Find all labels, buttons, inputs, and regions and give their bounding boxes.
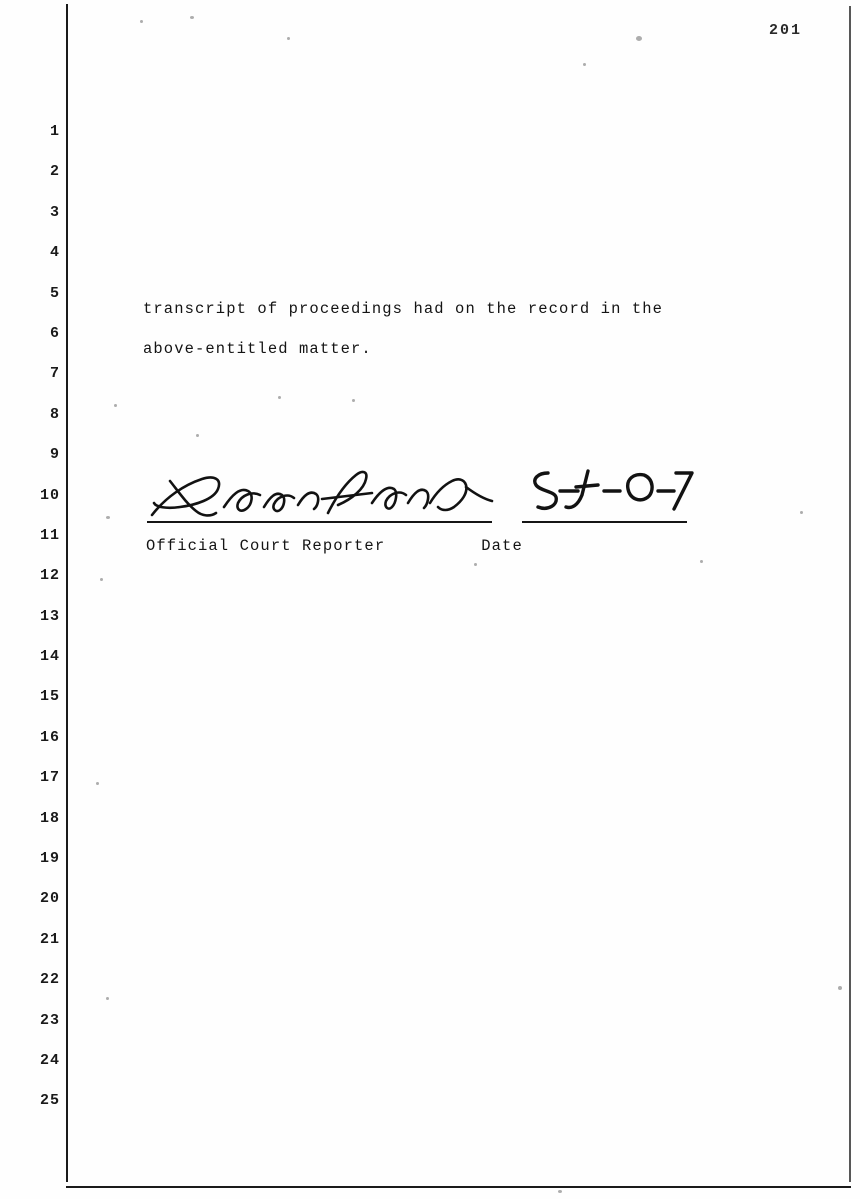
date-rule <box>522 521 687 523</box>
line-number: 3 <box>49 203 60 221</box>
scan-speck <box>583 63 586 66</box>
line-number: 9 <box>49 446 60 464</box>
scan-speck <box>636 36 642 41</box>
line-number: 19 <box>39 850 60 868</box>
line-number: 2 <box>49 163 60 181</box>
reporter-signature-icon <box>140 457 500 523</box>
line-number: 23 <box>39 1011 60 1029</box>
scan-speck <box>558 1190 562 1193</box>
line-number: 1 <box>49 123 60 140</box>
scan-speck <box>114 404 117 407</box>
line-number: 22 <box>39 971 60 989</box>
line-number: 4 <box>49 244 60 262</box>
date-label: Date <box>481 537 523 555</box>
line-number: 15 <box>39 688 60 706</box>
scan-speck <box>106 516 110 519</box>
page-number: 201 <box>768 22 802 39</box>
line-number: 11 <box>39 526 60 544</box>
left-margin-rule <box>66 4 68 1182</box>
line-number-column <box>18 112 60 1122</box>
reporter-title-label: Official Court Reporter <box>146 537 386 555</box>
line-number: 21 <box>39 930 60 948</box>
line-number: 18 <box>39 809 60 827</box>
scan-speck <box>278 396 281 399</box>
line-number: 6 <box>49 324 60 342</box>
scan-speck <box>800 511 803 514</box>
scan-speck <box>190 16 194 19</box>
scan-speck <box>96 782 99 785</box>
scan-speck <box>100 578 103 581</box>
line-number: 7 <box>49 365 60 383</box>
line-number: 8 <box>49 405 60 423</box>
line-number: 17 <box>39 769 60 787</box>
scan-speck <box>196 434 199 437</box>
line-number: 14 <box>39 648 60 666</box>
bottom-rule <box>66 1186 851 1188</box>
line-number: 24 <box>39 1051 60 1069</box>
line-number: 10 <box>39 486 60 504</box>
right-margin-rule <box>849 6 851 1182</box>
line-number: 12 <box>39 567 60 585</box>
line-number: 5 <box>49 284 60 302</box>
line-number: 16 <box>39 728 60 746</box>
line-number: 20 <box>39 890 60 908</box>
body-text <box>143 300 783 381</box>
scan-speck <box>352 399 355 402</box>
line-number: 13 <box>39 607 60 625</box>
line-number: 25 <box>39 1092 60 1110</box>
body-line: transcript of proceedings had on the record in the <box>143 300 664 318</box>
scan-speck <box>474 563 477 566</box>
signature-labels <box>146 537 766 555</box>
scan-speck <box>838 986 842 990</box>
scan-speck <box>106 997 109 1000</box>
scan-speck <box>700 560 703 563</box>
scan-speck <box>140 20 143 23</box>
body-line: above-entitled matter. <box>143 340 372 359</box>
scan-speck <box>287 37 290 40</box>
date-handwriting-icon <box>520 461 695 521</box>
